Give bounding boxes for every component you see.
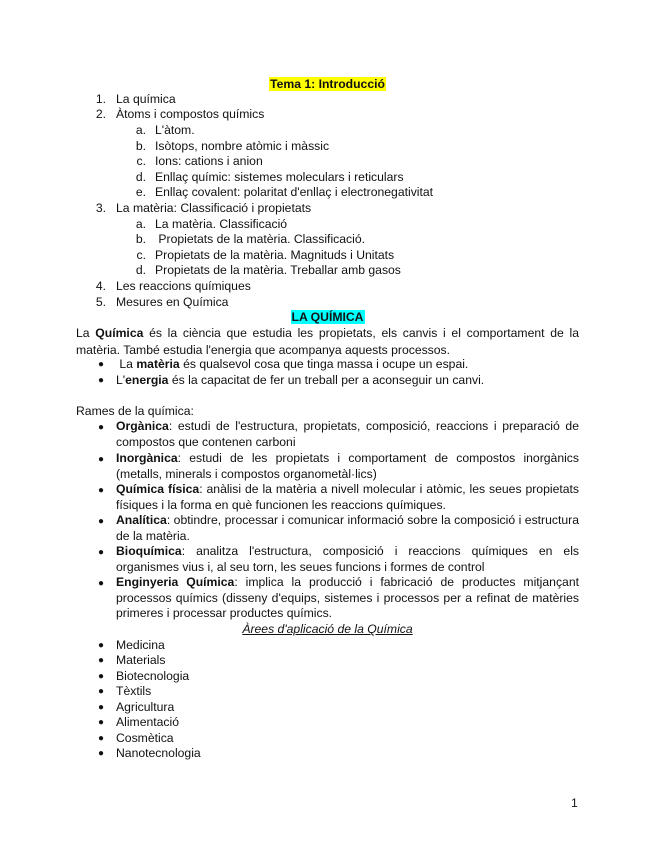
toc-subtext: Propietats de la matèria. Classificació.	[155, 232, 365, 246]
bullet-icon: ●	[97, 671, 105, 682]
toc-subtext: La matèria. Classificació	[155, 217, 288, 231]
branch-item: Inorgànica: estudi de les propietats i comportament de compostos inorgànics (metalls, minerals i compostos organometàl·lics)	[116, 451, 579, 481]
bullet-icon: ●	[97, 702, 105, 713]
definition-text: L'energia és la capacitat de fer un treball per a aconseguir un canvi.	[116, 373, 485, 387]
page-title: Tema 1: Introducció	[270, 77, 385, 91]
page-number: 1	[571, 796, 578, 810]
toc-num: 4.	[95, 279, 106, 293]
branches-heading: Rames de la química:	[76, 404, 194, 418]
section-heading: LA QUÍMICA	[291, 310, 364, 324]
intro-rest: és la ciència que estudia les propietats, els canvis i el comportament de la matèria. També estudia l'energia que acompanya aquests processos.	[76, 326, 579, 357]
toc-subtext: Enllaç químic: sistemes moleculars i reticulars	[155, 170, 404, 184]
toc-text: La matèria: Classificació i propietats	[116, 201, 312, 215]
bullet-icon: ●	[97, 422, 105, 433]
toc-text: Àtoms i compostos químics	[116, 107, 265, 121]
toc-subnum: a.	[135, 123, 146, 137]
branch-item: Bioquímica: analitza l'estructura, composició i reaccions químiques en els organismes vius i, al seu torn, les seues funcions i formes de control	[116, 544, 579, 574]
toc-subnum: b.	[135, 139, 146, 153]
toc-num: 1.	[95, 92, 106, 106]
bullet-icon: ●	[97, 454, 105, 465]
bullet-icon: ●	[97, 733, 105, 744]
toc-subnum: d.	[135, 170, 146, 184]
bullet-icon: ●	[97, 748, 105, 759]
toc-subnum: a.	[135, 217, 146, 231]
toc-subtext: Isòtops, nombre atòmic i màssic	[155, 139, 330, 153]
intro-term: Química	[95, 326, 144, 340]
areas-heading-line	[0, 622, 655, 637]
toc-subtext: Enllaç covalent: polaritat d'enllaç i electronegativitat	[155, 185, 434, 199]
toc-subtext: Propietats de la matèria. Magnituds i Unitats	[155, 248, 395, 262]
toc-text: La química	[116, 92, 176, 106]
bullet-icon: ●	[97, 655, 105, 666]
toc-subnum: e.	[135, 185, 146, 199]
intro-paragraph	[76, 325, 579, 358]
toc-text: Mesures en Química	[116, 295, 229, 309]
bullet-icon: ●	[97, 516, 105, 527]
bullet-icon: ●	[97, 359, 105, 370]
branch-item: Analítica: obtindre, processar i comunicar informació sobre la composició i estructura de la matèria.	[116, 513, 579, 543]
bullet-icon: ●	[97, 686, 105, 697]
bullet-icon: ●	[97, 375, 105, 386]
toc-num: 2.	[95, 107, 106, 121]
area-label: Agricultura	[116, 700, 175, 714]
section-heading-line	[0, 310, 655, 325]
branch-item: Orgànica: estudi de l'estructura, propietats, composició, reaccions i preparació de compostos que contenen carboni	[116, 419, 579, 449]
toc-subnum: c.	[136, 154, 146, 168]
area-label: Medicina	[116, 638, 165, 652]
toc-subtext: L'àtom.	[155, 123, 195, 137]
toc-num: 3.	[95, 201, 106, 215]
bullet-icon: ●	[97, 717, 105, 728]
toc-subnum: d.	[135, 263, 146, 277]
toc-num: 5.	[95, 295, 106, 309]
area-label: Materials	[116, 653, 166, 667]
branch-item: Química física: anàlisi de la matèria a nivell molecular i atòmic, les seues propietats físiques i la forma en què funcionen les reaccions químiques.	[116, 482, 579, 512]
toc-subnum: c.	[136, 248, 146, 262]
area-label: Cosmètica	[116, 731, 174, 745]
area-label: Tèxtils	[116, 684, 152, 698]
bullet-icon: ●	[97, 485, 105, 496]
branch-item: Enginyeria Química: implica la producció i fabricació de productes mitjançant processos químics (disseny d'equips, sistemes i processos per a refinat de matèries primeres i processar productes químics.	[116, 575, 579, 621]
toc-text: Les reaccions químiques	[116, 279, 251, 293]
bullet-icon: ●	[97, 578, 105, 589]
intro-prefix: La	[76, 326, 96, 340]
toc-subtext: Propietats de la matèria. Treballar amb gasos	[155, 263, 401, 277]
area-label: Biotecnologia	[116, 669, 190, 683]
area-label: Nanotecnologia	[116, 746, 201, 760]
definition-text: La matèria és qualsevol cosa que tinga massa i ocupe un espai.	[116, 357, 469, 371]
toc-subnum: b.	[135, 232, 146, 246]
bullet-icon: ●	[97, 547, 105, 558]
areas-heading: Àrees d'aplicació de la Química	[242, 622, 413, 636]
title-line	[0, 77, 655, 92]
area-label: Alimentació	[116, 715, 179, 729]
bullet-icon: ●	[97, 640, 105, 651]
toc-subtext: Ions: cations i anion	[155, 154, 263, 168]
